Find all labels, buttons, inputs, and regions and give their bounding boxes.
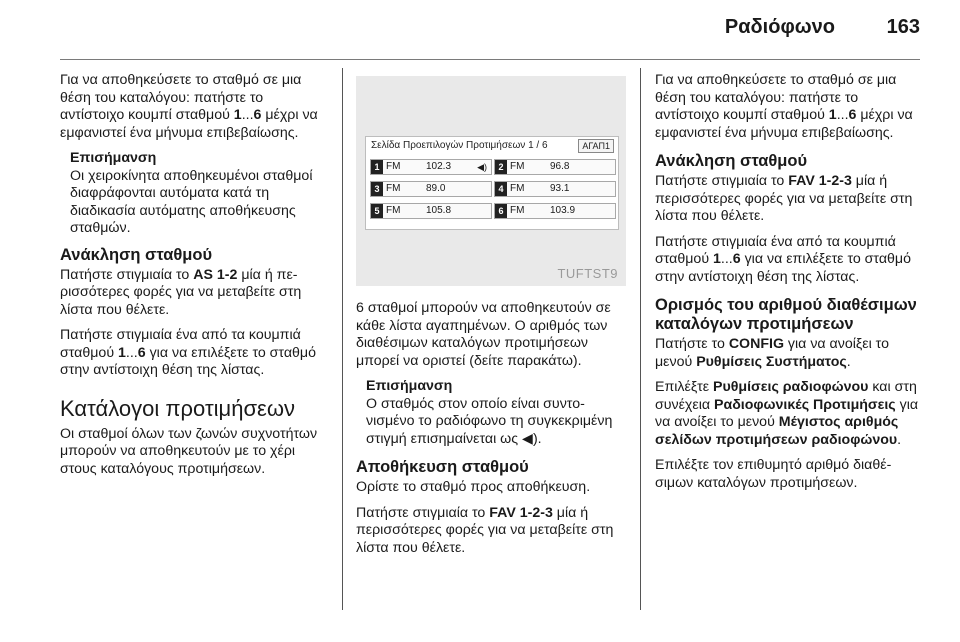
note-heading: Επισήμανση [366, 378, 453, 394]
favourites-screen-figure [356, 76, 626, 286]
paragraph-recall-2: Πατήστε στιγμιαία ένα από τα κουμπιά σταθμού 1...6 για να επιλέξετε το σταθμό στην αντίστοιχη θέση της λίστας. [60, 327, 316, 378]
paragraph-press-fav: Πατήστε στιγμιαία το FAV 1-2-3 μία ή περισσότερες φορές για να μεταβείτε στη λίστα που θέλετε. [356, 504, 614, 556]
figure-code: TUFTST9 [557, 266, 618, 281]
paragraph-recall-1: Πατήστε στιγμιαία το AS 1-2 μία ή περισσότερες φορές για να μεταβείτε στη λίστα που θέλετε. [60, 266, 302, 318]
preset-slot: 4 FM 93.1 [494, 181, 616, 197]
screen-title: Σελίδα Προεπιλογών Προτιμήσεων 1 / 6 [371, 140, 548, 151]
screen-title-bar [366, 137, 618, 155]
paragraph-six-stations: 6 σταθμοί μπορούν να αποθηκευτούν σε κάθε λίστα αγαπημένων. Ο αριθμός των διαθέσιμων καταλόγων προτιμήσεων μπορεί να οριστεί (δείτε παρακάτω). [356, 300, 611, 369]
note-text: Οι χειροκίνητα αποθηκευμένοι σταθμοί διαφράφονται αυτόματα κατά τη διαδικασία αυτόματης αποθήκευσης σταθμών. [70, 167, 313, 236]
column-2 [356, 300, 626, 565]
paragraph-recall-1: Πατήστε στιγμιαία το FAV 1-2-3 μία ή περισσότερες φορές για να μεταβείτε στη λίστα που θέλετε. [655, 173, 913, 224]
header-rule [60, 59, 920, 60]
note-box [366, 378, 626, 448]
column-1 [60, 72, 328, 486]
paragraph-favourite-lists: Οι σταθμοί όλων των ζωνών συχνοτήτων μπορούν να αποθηκευτούν με το χέρι στους καταλόγους προτιμήσεων. [60, 425, 318, 477]
heading-set-number-lists: Ορισμός του αριθμού διαθέσιμων καταλόγων προτιμήσεων [655, 296, 917, 333]
paragraph-select-number: Επιλέξτε τον επιθυμητό αριθμό διαθέσιμων καταλόγων προτιμήσεων. [655, 457, 892, 491]
speaker-icon: ◀) [477, 162, 487, 172]
paragraph-store-station: Για να αποθηκεύσετε το σταθμό σε μια θέση του καταλόγου: πατήστε το αντίστοιχο κουμπί σταθμού 1...6 μέχρι να εμφανιστεί ένα μήνυμα επιβεβαίωσης. [60, 72, 318, 141]
heading-favourite-lists: Κατάλογοι προτιμήσεων [60, 395, 296, 421]
heading-store-station: Αποθήκευση σταθμού [356, 458, 529, 476]
paragraph-set-station: Ορίστε το σταθμό προς αποθήκευση. [356, 479, 591, 495]
page-number: 163 [886, 16, 920, 38]
paragraph-config: Πατήστε το CONFIG για να ανοίξει το μενού Ρυθμίσεις Συστήματος. [655, 336, 889, 370]
preset-slot: 5 FM 105.8 [370, 203, 492, 219]
column-divider-2 [640, 68, 641, 610]
heading-recall-station: Ανάκληση σταθμού [60, 245, 213, 264]
paragraph-recall-2: Πατήστε στιγμιαία ένα από τα κουμπιά σταθμού 1...6 για να επιλέξετε το σταθμό στην αντίστοιχη θέση της λίστας. [655, 233, 911, 285]
note-text: Ο σταθμός στον οποίο είναι συντονισμένο το ραδιόφωνο τη συγκεκριμένη στιγμή επισημαίνεται ως ◀). [366, 395, 613, 447]
paragraph-radio-settings: Επιλέξτε Ρυθμίσεις ραδιοφώνου και στη συνέχεια Ραδιοφωνικές Προτιμήσεις για να ανοίξει το μενού Μέγιστος αριθμός σελίδων προτιμήσεων ραδιοφώνου. [655, 379, 919, 448]
note-box [70, 150, 328, 238]
page-header [60, 0, 920, 60]
screen-fav-button: ΑΓΑΠ1 [578, 139, 614, 153]
favourites-screen [365, 136, 619, 230]
column-divider-1 [342, 68, 343, 610]
preset-slot: 6 FM 103.9 [494, 203, 616, 219]
heading-recall-station: Ανάκληση σταθμού [655, 152, 808, 170]
preset-slot: 2 FM 96.8 [494, 159, 616, 175]
paragraph-store-station: Για να αποθηκεύσετε το σταθμό σε μια θέση του καταλόγου: πατήστε το αντίστοιχο κουμπί σταθμού 1...6 μέχρι να εμφανιστεί ένα μήνυμα επιβεβαίωσης. [655, 72, 913, 141]
note-heading: Επισήμανση [70, 150, 157, 166]
column-3 [655, 72, 923, 500]
page-section-title: Ραδιόφωνο [724, 16, 835, 38]
preset-slot: 1 FM 102.3 ◀) [370, 159, 492, 175]
preset-slot: 3 FM 89.0 [370, 181, 492, 197]
